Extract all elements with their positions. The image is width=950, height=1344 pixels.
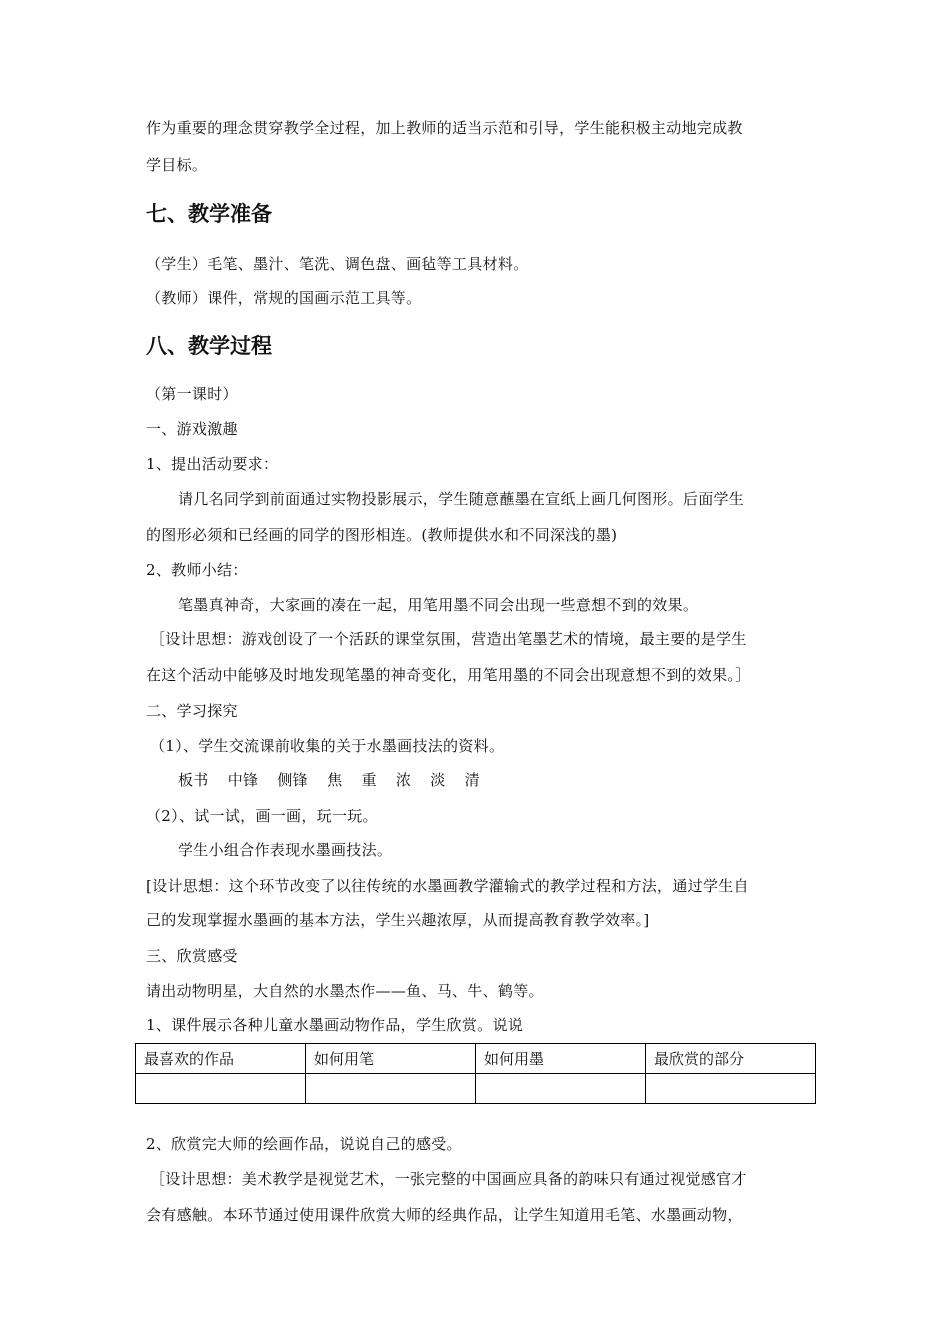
- section-7-heading: 七、教学准备: [146, 202, 272, 226]
- table-header-cell: 最欣赏的部分: [646, 1044, 816, 1074]
- board-word: 淡: [430, 771, 446, 789]
- board-word: 清: [464, 771, 480, 789]
- prep-student: （学生）毛笔、墨汁、笔洗、调色盘、画毡等工具材料。: [146, 255, 529, 273]
- table-cell: [136, 1074, 306, 1104]
- part3-title: 三、欣赏感受: [146, 947, 238, 965]
- part2-design-2: 己的发现掌握水墨画的基本方法，学生兴趣浓厚，从而提高教育教学效率。]: [146, 911, 650, 929]
- lesson-label: （第一课时）: [146, 385, 238, 403]
- table-row: [136, 1074, 816, 1104]
- board-words: [178, 770, 494, 790]
- part3-design-2: 会有感触。本环节通过使用课件欣赏大师的经典作品，让学生知道用毛笔、水墨画动物，: [146, 1206, 743, 1224]
- part3-invite: 请出动物明星，大自然的水墨杰作——鱼、马、牛、鹤等。: [146, 982, 544, 1000]
- intro-line-1: 作为重要的理念贯穿教学全过程，加上教师的适当示范和引导，学生能积极主动地完成教: [146, 119, 743, 137]
- part1-step2-text: 笔墨真神奇，大家画的凑在一起，用笔用墨不同会出现一些意想不到的效果。: [178, 596, 699, 614]
- table-header-cell: 如何用笔: [306, 1044, 476, 1074]
- appreciation-table: [135, 1043, 816, 1104]
- part1-step1: 1、提出活动要求：: [146, 455, 279, 473]
- part1-design-2: 在这个活动中能够及时地发现笔墨的神奇变化，用笔用墨的不同会出现意想不到的效果。］: [146, 666, 751, 684]
- part1-step1-text-1: 请几名同学到前面通过实物投影展示，学生随意蘸墨在宣纸上画几何图形。后面学生: [178, 490, 745, 508]
- part3-step2: 2、欣赏完大师的绘画作品，说说自己的感受。: [146, 1135, 462, 1153]
- board-word: 侧锋: [277, 771, 308, 789]
- part2-title: 二、学习探究: [146, 702, 238, 720]
- board-word: 重: [361, 771, 377, 789]
- board-word: 中锋: [227, 771, 259, 789]
- table-cell: [476, 1074, 646, 1104]
- part3-step1: 1、课件展示各种儿童水墨画动物作品，学生欣赏。说说: [146, 1016, 524, 1034]
- part2-design-1: [设计思想：这个环节改变了以往传统的水墨画教学灌输式的教学过程和方法，通过学生自: [146, 877, 749, 895]
- table-header-row: [136, 1044, 816, 1074]
- table-cell: [646, 1074, 816, 1104]
- intro-line-2: 学目标。: [146, 156, 208, 174]
- part3-design-1: ［设计思想：美术教学是视觉艺术，一张完整的中国画应具备的韵味只有通过视觉感官才: [150, 1170, 747, 1188]
- part1-step1-text-2: 的图形必须和已经画的同学的图形相连。(教师提供水和不同深浅的墨): [146, 526, 618, 544]
- part1-title: 一、游戏激趣: [146, 420, 238, 438]
- table-cell: [306, 1074, 476, 1104]
- board-word: 浓: [395, 771, 412, 789]
- table-header-cell: 如何用墨: [476, 1044, 646, 1074]
- part2-item1: （1）、学生交流课前收集的关于水墨画技法的资料。: [150, 737, 505, 755]
- prep-teacher: （教师）课件，常规的国画示范工具等。: [146, 289, 422, 307]
- board-word: 板书: [178, 771, 209, 789]
- part2-item2-text: 学生小组合作表现水墨画技法。: [178, 841, 393, 859]
- section-8-heading: 八、教学过程: [146, 334, 272, 358]
- part2-item2: （2）、试一试，画一画，玩一玩。: [146, 807, 378, 825]
- table-header-cell: 最喜欢的作品: [136, 1044, 306, 1074]
- board-word: 焦: [327, 771, 343, 789]
- part1-design-1: ［设计思想：游戏创设了一个活跃的课堂氛围，营造出笔墨艺术的情境，最主要的是学生: [150, 630, 747, 648]
- part1-step2: 2、教师小结：: [146, 561, 248, 579]
